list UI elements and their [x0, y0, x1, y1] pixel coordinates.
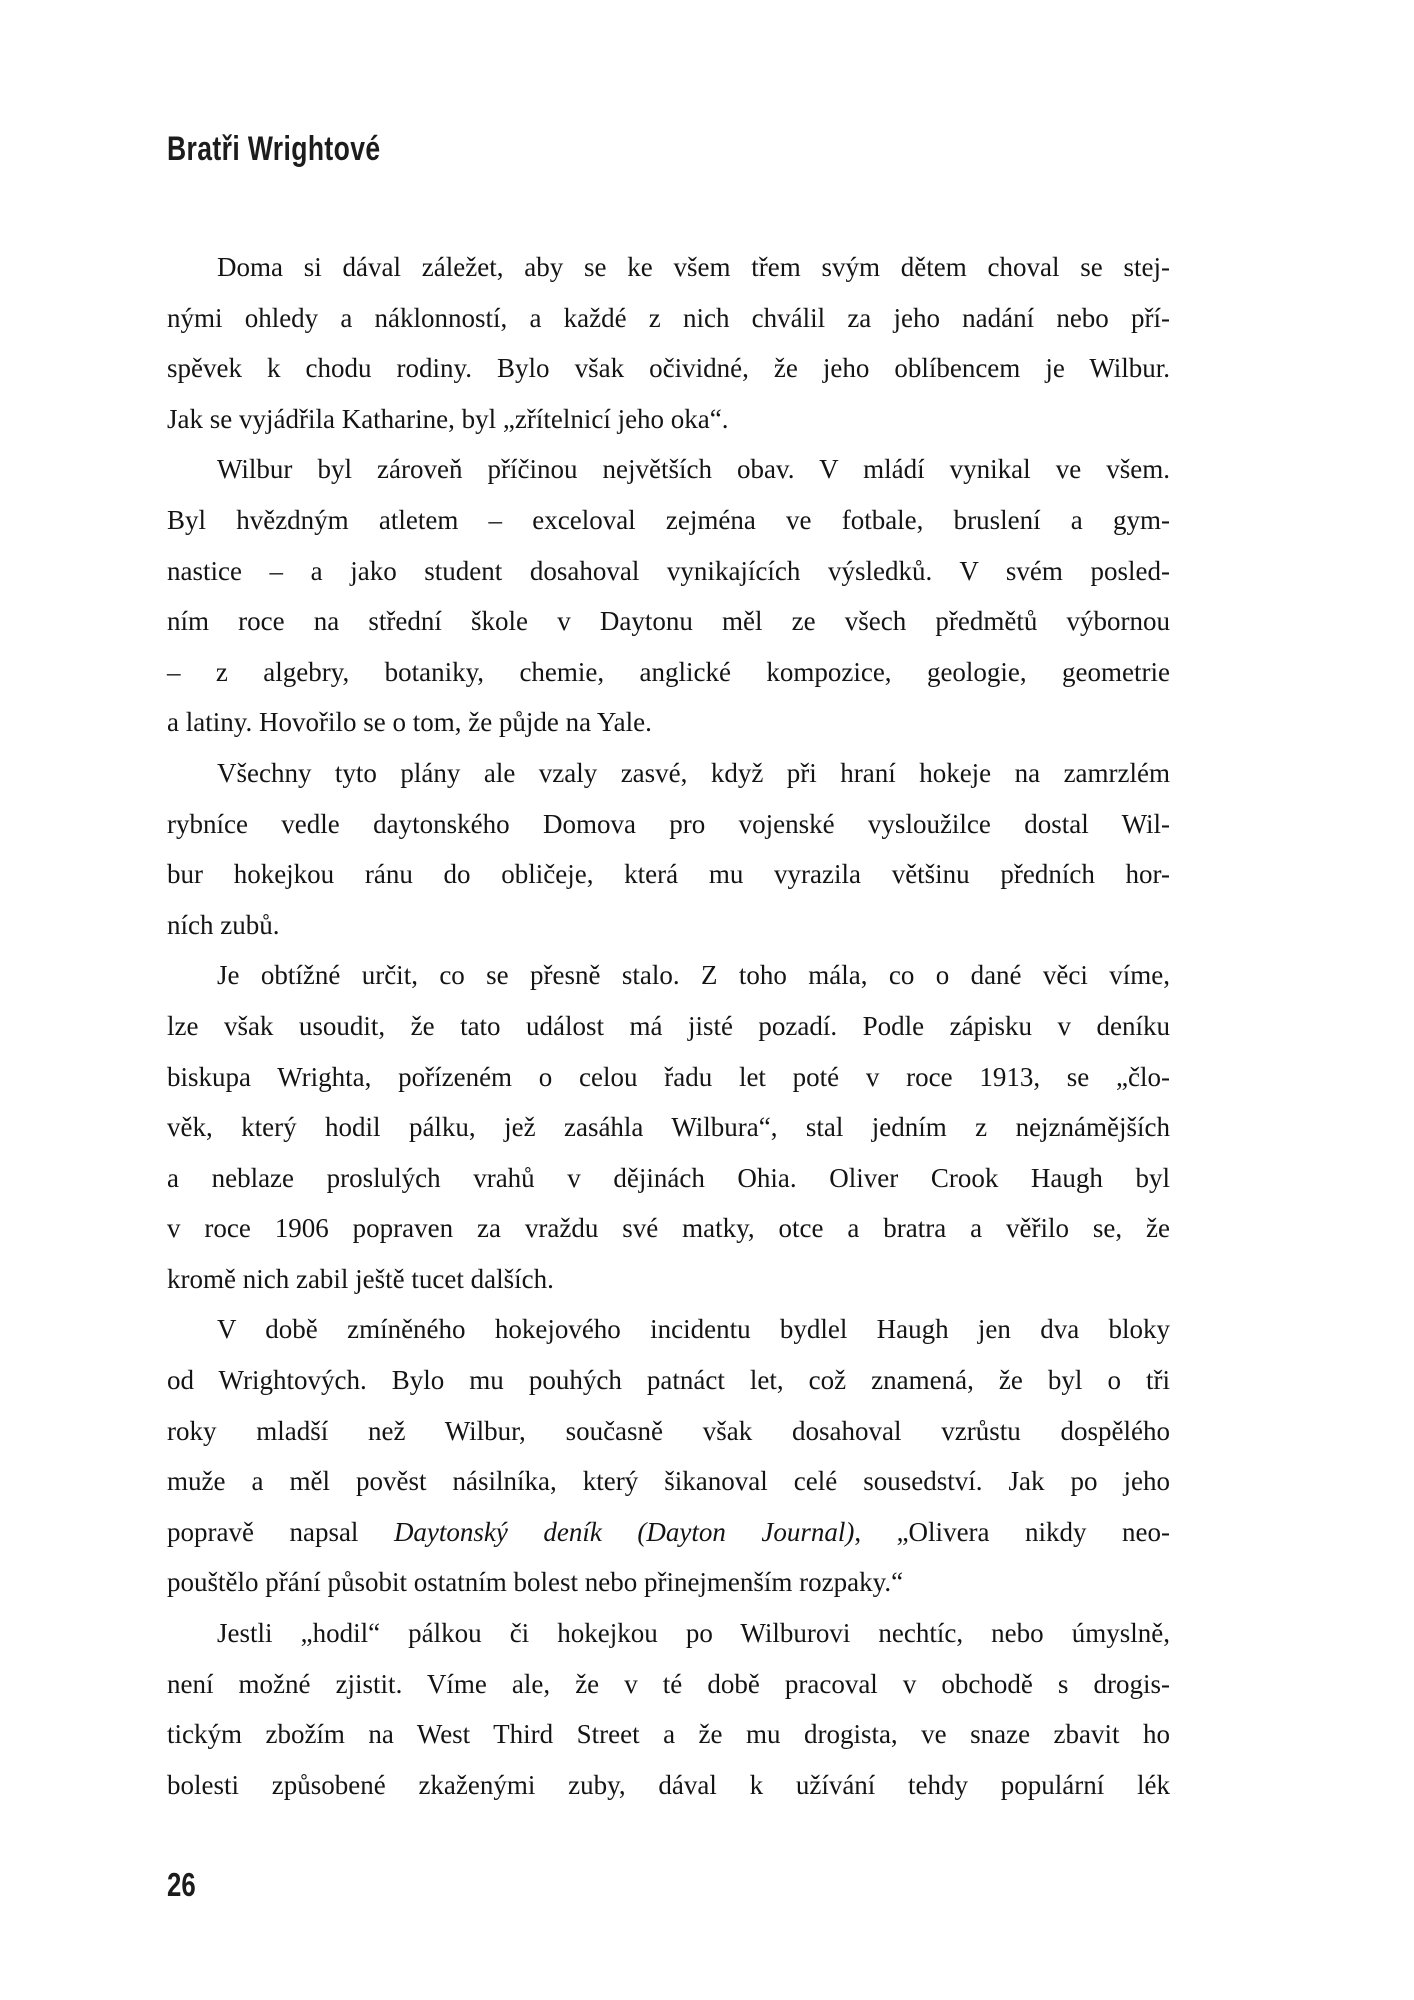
text-line: Všechny tyto plány ale vzaly zasvé, když při hraní hokeje na zamrzlém: [217, 757, 1170, 788]
paragraph: [167, 950, 1170, 1304]
text-line: Jak se vyjádřila Katharine, byl „zřítelnicí jeho oka“.: [167, 403, 729, 434]
text-line: roky mladší než Wilbur, současně však dosahoval vzrůstu dospělého: [167, 1415, 1170, 1446]
italic-text: Daytonský deník (Dayton Journal): [393, 1516, 855, 1547]
text-line: – z algebry, botaniky, chemie, anglické kompozice, geologie, geometrie: [167, 656, 1170, 687]
text-line: a neblaze proslulých vrahů v dějinách Ohia. Oliver Crook Haugh byl: [167, 1162, 1170, 1193]
text-line: biskupa Wrighta, pořízeném o celou řadu let poté v roce 1913, se „člo-: [167, 1061, 1170, 1092]
text-line: v roce 1906 popraven za vraždu své matky, otce a bratra a věřilo se, že: [167, 1213, 1170, 1244]
text-line: věk, který hodil pálku, jež zasáhla Wilbura“, stal jedním z nejznámějších: [167, 1112, 1170, 1143]
text-line: od Wrightových. Bylo mu pouhých patnáct let, což znamená, že byl o tři: [167, 1365, 1170, 1396]
text-line: Doma si dával záležet, aby se ke všem třem svým dětem choval se stej-: [217, 252, 1170, 282]
paragraph: [167, 748, 1170, 950]
text-line: lze však usoudit, že tato událost má jisté pozadí. Podle zápisku v deníku: [167, 1010, 1170, 1041]
running-header: Bratři Wrightové: [167, 130, 381, 168]
text-line: a latiny. Hovořilo se o tom, že půjde na Yale.: [167, 707, 652, 738]
text-line: tickým zbožím na West Third Street a že mu drogista, ve snaze zbavit ho: [167, 1719, 1170, 1750]
text-line: popravě napsal Daytonský deník (Dayton Journal), „Olivera nikdy neo-: [167, 1516, 1170, 1547]
text-line: spěvek k chodu rodiny. Bylo však očividné, že jeho oblíbencem je Wilbur.: [167, 353, 1170, 384]
text-line: pouštělo přání působit ostatním bolest nebo přinejmenším rozpaky.“: [167, 1567, 904, 1598]
text-line: nastice – a jako student dosahoval vynikajících výsledků. V svém posled-: [167, 555, 1170, 586]
paragraph: [167, 1304, 1170, 1608]
text-line: nými ohledy a náklonností, a každé z nich chválil za jeho nadání nebo pří-: [167, 302, 1170, 333]
text-block: [167, 242, 1170, 1810]
paragraph: [167, 1608, 1170, 1810]
page-number: 26: [167, 1866, 196, 1903]
text-line: V době zmíněného hokejového incidentu bydlel Haugh jen dva bloky: [217, 1314, 1170, 1345]
text-line: bolesti způsobené zkaženými zuby, dával k užívání tehdy populární lék: [167, 1769, 1170, 1800]
paragraph: [167, 242, 1170, 444]
text-line: muže a měl pověst násilníka, který šikanoval celé sousedství. Jak po jeho: [167, 1466, 1170, 1497]
text-line: ních zubů.: [167, 909, 280, 940]
text-line: Jestli „hodil“ pálkou či hokejkou po Wilburovi nechtíc, nebo úmyslně,: [217, 1618, 1170, 1649]
paragraph: [167, 444, 1170, 748]
text-line: ním roce na střední škole v Daytonu měl ze všech předmětů výbornou: [167, 606, 1170, 637]
text-line: Wilbur byl zároveň příčinou největších obav. V mládí vynikal ve všem.: [217, 454, 1170, 485]
text-line: není možné zjistit. Víme ale, že v té době pracoval v obchodě s drogis-: [167, 1668, 1170, 1699]
text-line: bur hokejkou ránu do obličeje, která mu vyrazila většinu předních hor-: [167, 859, 1170, 890]
text-line: Byl hvězdným atletem – exceloval zejména ve fotbale, bruslení a gym-: [167, 504, 1170, 535]
text-line: Je obtížné určit, co se přesně stalo. Z toho mála, co o dané věci víme,: [217, 960, 1170, 991]
text-line: rybníce vedle daytonského Domova pro vojenské vysloužilce dostal Wil-: [167, 808, 1170, 839]
text-line: kromě nich zabil ještě tucet dalších.: [167, 1263, 554, 1294]
